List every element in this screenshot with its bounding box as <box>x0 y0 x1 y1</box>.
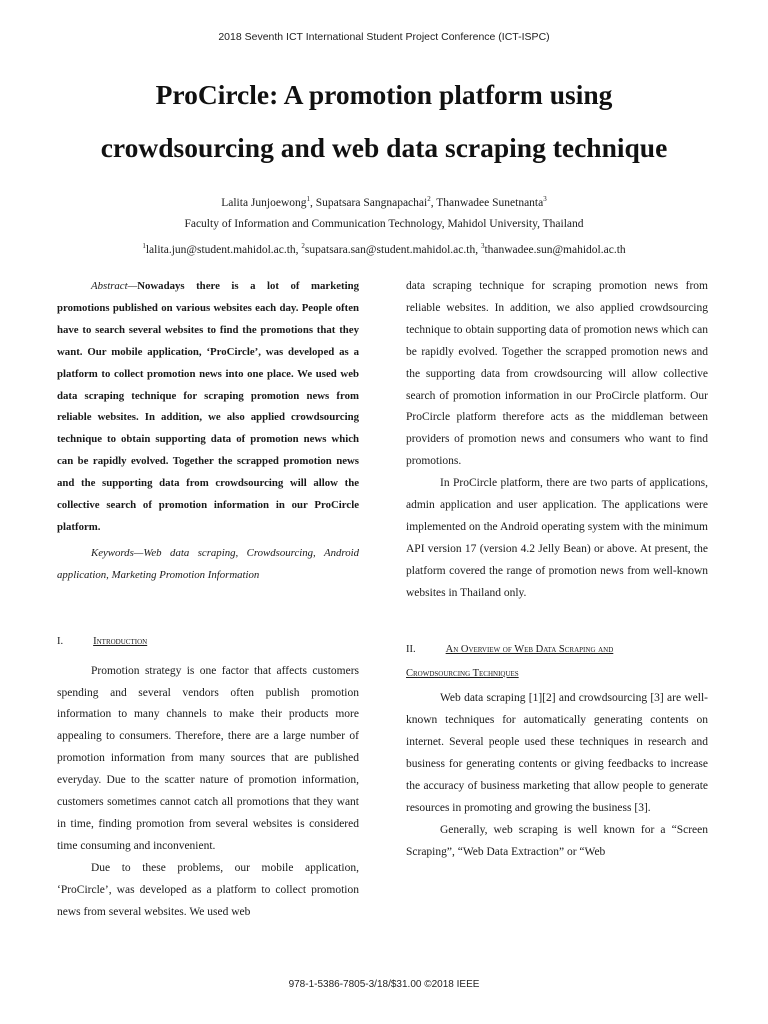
abstract-lead: Abstract— <box>91 280 138 292</box>
section-2-number: II. <box>406 643 416 655</box>
intro-paragraph-2: Due to these problems, our mobile application, ‘ProCircle’, was developed as a platform to collect promotion news from several websites. We used web <box>57 861 359 918</box>
abstract-text: Nowadays there is a lot of marketing promotions published on various websites each day. People often have to search several websites to find the promotions that they want. Our mobile application, ‘ProCircle’, was developed as a platform to collect promotion news into one place. We used web data scraping technique for scraping promotion news from reliable websites. In addition, we also applied crowdsourcing technique to obtain supporting data of promotion news which can be rapidly evolved. Together the scrapped promotion news and the supporting data from crowdsourcing will allow the collective search of promotion information in our ProCircle platform. <box>57 280 359 533</box>
section-2-heading-line-2 <box>406 663 708 685</box>
email-2: supatsara.san@student.mahidol.ac.th <box>304 243 476 256</box>
section-2-title-line-1: An Overview of Web Data Scraping and <box>445 643 614 655</box>
paper-title <box>40 68 728 174</box>
author-2: Supatsara Sangnapachai <box>315 196 428 209</box>
conference-header: 2018 Seventh ICT International Student Project Conference (ICT-ISPC) <box>218 31 550 43</box>
intro-paragraph-4: In ProCircle platform, there are two parts of applications, admin application and user application. The applications were implemented on the Android operating system with the minimum API version 17 (version 4.2 Jelly Bean) or above. At present, the platform covered the range of promotion news from well-known websites in Thailand only. <box>406 477 708 599</box>
title-line-2: crowdsourcing and web data scraping technique <box>100 132 668 163</box>
affiliation: Faculty of Information and Communication Technology, Mahidol University, Thailand <box>184 218 584 231</box>
email-1: lalita.jun@student.mahidol.ac.th <box>145 243 296 256</box>
section-1-title: Introduction <box>93 635 148 647</box>
title-line-1: ProCircle: A promotion platform using <box>155 79 613 110</box>
author-3: Thanwadee Sunetnanta <box>436 196 544 209</box>
intro-paragraph-1: Promotion strategy is one factor that affects customers spending and several vendors often publish promotion information to many channels to make their products more appealing to consumers. Therefore, there are a large number of promotion information from many sources that are published everyday. Due to the scatter nature of promotion information, customers sometimes cannot catch all promotions that they want in time, finding promotion from several websites is considered time consuming and inconvenient. <box>57 664 359 852</box>
keywords: Keywords—Web data scraping, Crowdsourcing, Android application, Marketing Promotion Information <box>57 546 359 581</box>
section-1-number: I. <box>57 635 64 647</box>
author-block <box>0 189 768 261</box>
section-2-paragraph-2: Generally, web scraping is well known for a “Screen Scraping”, “Web Data Extraction” or “Web <box>406 823 708 858</box>
intro-paragraph-3: data scraping technique for scraping promotion news from reliable websites. In addition, we also applied crowdsourcing technique to obtain supporting data of promotion news which can be rapidly evolved. Together the scrapped promotion news and the supporting data from crowdsourcing will allow collective search of promotion information in our ProCircle platform. Our ProCircle platform therefore acts as the middleman between providers of promotion news and consumers who want to find promotions. <box>406 280 708 468</box>
section-2-heading <box>406 639 708 661</box>
abstract <box>57 276 359 539</box>
left-column <box>57 276 359 923</box>
email-3: thanwadee.sun@mahidol.ac.th <box>484 243 626 256</box>
section-2-title-line-2: Crowdsourcing Techniques <box>406 667 519 679</box>
copyright-footer: 978-1-5386-7805-3/18/$31.00 ©2018 IEEE <box>288 979 480 990</box>
author-1: Lalita Junjoewong <box>221 196 307 209</box>
section-2-paragraph-1: Web data scraping [1][2] and crowdsourcing [3] are well-known techniques for automatically generating contents on internet. Several people used these techniques in research and business for generating contents or giving feedbacks to increase the accuracy of business marketing that allow people to generate resources in promoting and growing the business [3]. <box>406 692 708 814</box>
right-column <box>406 276 708 864</box>
author-names: Lalita Junjoewong$^1$, Supatsara Sangnapachai$^2$, Thanwadee Sunetnanta$^3$ <box>221 195 547 209</box>
author-emails: $^1$lalita.jun@student.mahidol.ac.th, $^2$supatsara.san@student.mahidol.ac.th, $^3$thanwadee.sun@mahidol.ac.th <box>142 241 626 256</box>
section-1-heading <box>57 631 359 653</box>
